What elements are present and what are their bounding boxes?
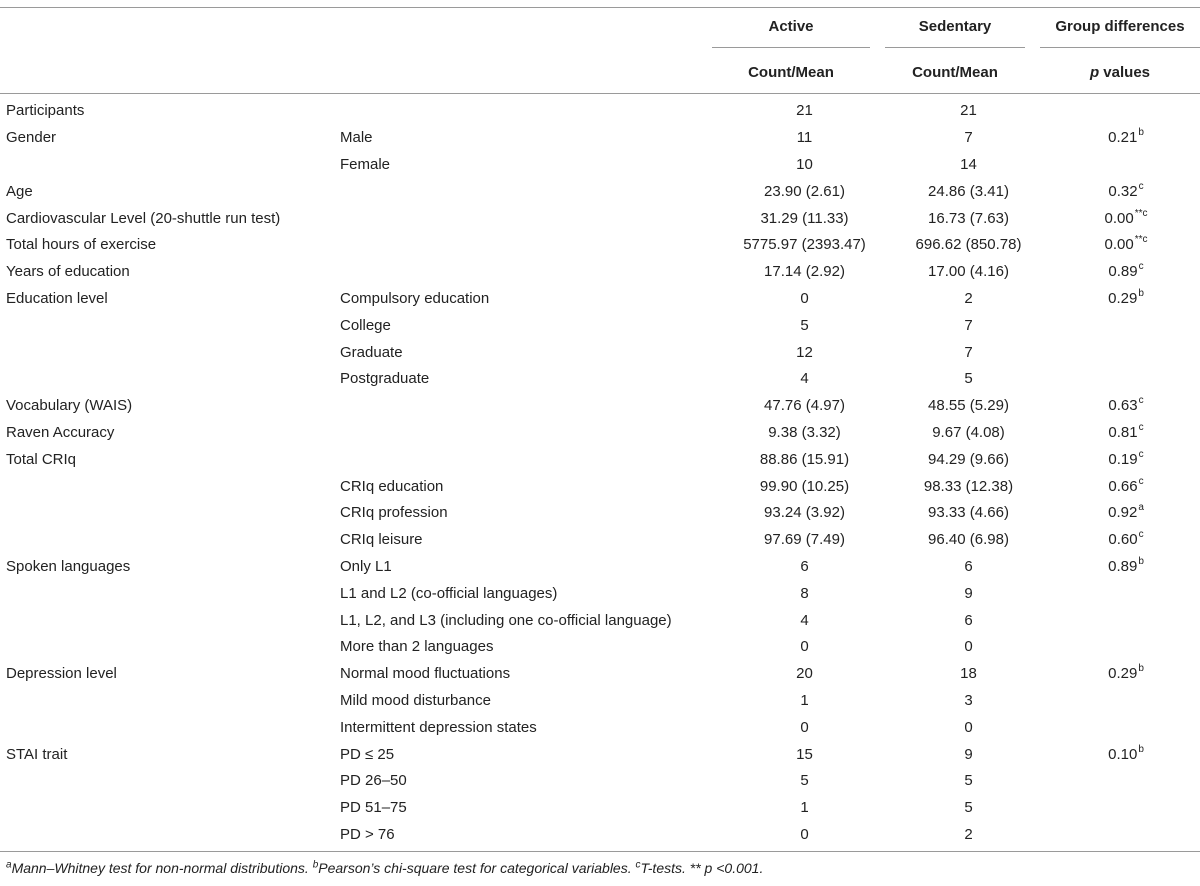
table-row xyxy=(0,393,1200,420)
table-footnote xyxy=(6,860,763,876)
row-p-value-cell xyxy=(1046,822,1200,849)
p-number: 0.19 xyxy=(1108,450,1138,468)
header-bottom-rule xyxy=(0,93,1200,94)
p-number: 0.00 xyxy=(1104,236,1134,254)
table-row xyxy=(0,446,1200,473)
row-category: L1, L2, and L3 (including one co-official language) xyxy=(340,611,672,629)
p-number: 0.63 xyxy=(1108,397,1138,415)
row-p-value-cell xyxy=(1046,580,1200,607)
row-active-value: 21 xyxy=(796,102,813,120)
row-category: PD > 76 xyxy=(340,825,395,843)
p-number: 0.29 xyxy=(1108,665,1138,683)
p-number: 0.00 xyxy=(1104,209,1134,227)
row-active-value: 20 xyxy=(796,665,813,683)
row-p-value-cell xyxy=(1046,232,1200,259)
row-p-value-cell xyxy=(1046,286,1200,313)
row-active-value: 31.29 (11.33) xyxy=(760,209,849,227)
row-p-value-cell xyxy=(1046,500,1200,527)
row-active-value: 9.38 (3.32) xyxy=(768,423,841,441)
row-sedentary-value: 3 xyxy=(964,691,973,709)
row-p-value-cell xyxy=(1046,473,1200,500)
header-sedentary: Sedentary xyxy=(918,18,992,35)
row-active-value: 5 xyxy=(800,772,809,790)
group-rule-differences xyxy=(1040,47,1200,48)
row-category: CRIq profession xyxy=(340,504,448,522)
table-row xyxy=(0,688,1200,715)
row-sedentary-value: 17.00 (4.16) xyxy=(928,263,1009,281)
p-number: 0.10 xyxy=(1108,745,1138,763)
row-p-value-cell xyxy=(1046,178,1200,205)
subheader-active: Count/Mean xyxy=(748,64,834,81)
row-active-value: 17.14 (2.92) xyxy=(764,263,845,281)
row-variable: Participants xyxy=(6,102,85,120)
row-sedentary-value: 48.55 (5.29) xyxy=(928,397,1009,415)
p-superscript: b xyxy=(1138,663,1144,675)
row-active-value: 1 xyxy=(800,691,809,709)
row-sedentary-value: 9.67 (4.08) xyxy=(932,423,1005,441)
row-sedentary-value: 6 xyxy=(964,611,973,629)
row-variable xyxy=(0,688,340,715)
table-row xyxy=(0,259,1200,286)
row-p-value xyxy=(1126,692,1127,709)
row-sedentary-value: 6 xyxy=(964,557,973,575)
row-variable xyxy=(0,152,340,179)
group-rule-sedentary xyxy=(885,47,1025,48)
row-category: Normal mood fluctuations xyxy=(340,665,511,683)
footnote-a-text: Mann–Whitney test for non-normal distributions. xyxy=(11,860,313,876)
row-category: Compulsory education xyxy=(340,289,490,307)
row-p-value-cell xyxy=(1046,312,1200,339)
row-sedentary-value: 0 xyxy=(964,718,973,736)
row-category xyxy=(340,393,718,420)
row-variable xyxy=(0,473,340,500)
table-row xyxy=(0,473,1200,500)
footnote-c-marker: c xyxy=(635,859,641,871)
row-active-value: 88.86 (15.91) xyxy=(759,450,850,468)
row-variable: Gender xyxy=(6,129,57,147)
row-sedentary-value: 7 xyxy=(964,129,973,147)
row-category xyxy=(340,259,718,286)
footnote-a-marker: a xyxy=(6,859,12,871)
row-p-value-cell xyxy=(1046,205,1200,232)
row-p-value-cell xyxy=(1046,607,1200,634)
row-variable: Total CRIq xyxy=(6,450,77,468)
row-category: L1 and L2 (co-official languages) xyxy=(340,584,558,602)
row-variable xyxy=(0,795,340,822)
row-variable: Raven Accuracy xyxy=(6,423,115,441)
row-p-value xyxy=(1108,504,1144,521)
row-category xyxy=(340,420,718,447)
row-p-value xyxy=(1126,799,1127,816)
row-sedentary-value: 94.29 (9.66) xyxy=(928,450,1009,468)
row-category: Postgraduate xyxy=(340,370,430,388)
table-row xyxy=(0,152,1200,179)
row-p-value-cell xyxy=(1046,634,1200,661)
row-p-value-cell xyxy=(1046,661,1200,688)
bottom-rule xyxy=(0,851,1200,852)
table-row xyxy=(0,554,1200,581)
row-p-value xyxy=(1108,531,1143,548)
footnote-c-text: T-tests. ** p <0.001. xyxy=(640,860,764,876)
table-row xyxy=(0,527,1200,554)
row-sedentary-value: 98.33 (12.38) xyxy=(923,477,1014,495)
table-row xyxy=(0,178,1200,205)
subheader-sedentary: Count/Mean xyxy=(912,64,998,81)
p-number: 0.81 xyxy=(1108,423,1138,441)
row-active-value: 23.90 (2.61) xyxy=(764,182,845,200)
row-active-value: 11 xyxy=(796,129,813,147)
p-superscript: c xyxy=(1138,395,1144,407)
row-category: PD ≤ 25 xyxy=(340,745,395,763)
row-variable: Spoken languages xyxy=(6,557,131,575)
table-row xyxy=(0,634,1200,661)
table-row xyxy=(0,714,1200,741)
row-active-value: 47.76 (4.97) xyxy=(764,397,845,415)
p-superscript: c xyxy=(1138,421,1144,433)
row-active-value: 99.90 (10.25) xyxy=(759,477,850,495)
row-p-value-cell xyxy=(1046,339,1200,366)
row-sedentary-value: 14 xyxy=(960,155,977,173)
p-superscript: c xyxy=(1138,475,1144,487)
row-category: Graduate xyxy=(340,343,403,361)
row-category xyxy=(340,178,718,205)
row-sedentary-value: 5 xyxy=(964,370,973,388)
header-active: Active xyxy=(768,18,814,35)
row-p-value xyxy=(1108,743,1144,763)
row-variable: Years of education xyxy=(6,263,130,281)
row-sedentary-value: 9 xyxy=(964,745,973,763)
row-category: PD 51–75 xyxy=(340,799,407,817)
row-active-value: 4 xyxy=(800,611,809,629)
p-number: 0.89 xyxy=(1108,263,1138,281)
row-p-value-cell xyxy=(1046,554,1200,581)
row-p-value xyxy=(1104,207,1148,227)
p-superscript: **c xyxy=(1134,207,1148,219)
row-category: Mild mood disturbance xyxy=(340,691,491,709)
table-row xyxy=(0,366,1200,393)
table-row xyxy=(0,339,1200,366)
table-row xyxy=(0,286,1200,313)
row-variable: Depression level xyxy=(6,665,117,683)
row-category: More than 2 languages xyxy=(340,638,494,656)
row-variable: Age xyxy=(6,182,33,200)
row-variable xyxy=(0,339,340,366)
row-p-value-cell xyxy=(1046,420,1200,447)
table-row xyxy=(0,98,1200,125)
row-sedentary-value: 2 xyxy=(964,825,973,843)
group-rule-active xyxy=(712,47,870,48)
row-p-value xyxy=(1126,826,1127,843)
p-number: 0.92 xyxy=(1108,504,1138,522)
table-row xyxy=(0,661,1200,688)
row-category: Female xyxy=(340,155,391,173)
row-category xyxy=(340,98,718,125)
row-variable: Total hours of exercise xyxy=(6,236,157,254)
p-number: 0.32 xyxy=(1108,182,1138,200)
table-row xyxy=(0,500,1200,527)
row-sedentary-value: 21 xyxy=(960,102,977,120)
row-active-value: 0 xyxy=(800,718,809,736)
row-sedentary-value: 0 xyxy=(964,638,973,656)
data-table xyxy=(0,98,1200,848)
row-category: CRIq education xyxy=(340,477,444,495)
row-variable xyxy=(0,312,340,339)
table-row xyxy=(0,768,1200,795)
p-superscript: a xyxy=(1138,502,1144,514)
row-sedentary-value: 24.86 (3.41) xyxy=(928,182,1009,200)
row-variable xyxy=(0,714,340,741)
row-sedentary-value: 696.62 (850.78) xyxy=(915,236,1022,254)
table-row xyxy=(0,232,1200,259)
footnote-b-marker: b xyxy=(312,859,319,871)
row-p-value xyxy=(1126,719,1127,736)
row-category: College xyxy=(340,316,391,334)
table-row xyxy=(0,205,1200,232)
row-active-value: 97.69 (7.49) xyxy=(764,531,845,549)
row-p-value-cell xyxy=(1046,795,1200,822)
row-p-value xyxy=(1126,585,1127,602)
row-category: CRIq leisure xyxy=(340,531,423,549)
row-sedentary-value: 9 xyxy=(964,584,973,602)
row-variable: Education level xyxy=(6,289,108,307)
table-row xyxy=(0,312,1200,339)
p-number: 0.60 xyxy=(1108,531,1138,549)
row-sedentary-value: 2 xyxy=(964,289,973,307)
row-variable xyxy=(0,768,340,795)
row-active-value: 4 xyxy=(800,370,809,388)
p-superscript: **c xyxy=(1134,234,1148,246)
table-row xyxy=(0,125,1200,152)
row-p-value-cell xyxy=(1046,714,1200,741)
p-superscript: c xyxy=(1138,529,1144,541)
p-superscript: c xyxy=(1138,448,1144,460)
row-p-value xyxy=(1126,370,1127,387)
row-active-value: 0 xyxy=(800,825,809,843)
row-p-value-cell xyxy=(1046,741,1200,768)
table-row xyxy=(0,741,1200,768)
row-variable xyxy=(0,607,340,634)
row-p-value xyxy=(1126,638,1127,655)
row-p-value-cell xyxy=(1046,98,1200,125)
row-active-value: 15 xyxy=(796,745,813,763)
row-p-value-cell xyxy=(1046,688,1200,715)
row-variable xyxy=(0,580,340,607)
row-p-value-cell xyxy=(1046,446,1200,473)
row-p-value xyxy=(1108,421,1144,441)
row-variable: Vocabulary (WAIS) xyxy=(6,397,133,415)
row-sedentary-value: 7 xyxy=(964,343,973,361)
row-variable: STAI trait xyxy=(6,745,68,763)
row-p-value-cell xyxy=(1046,527,1200,554)
p-superscript: b xyxy=(1138,287,1144,299)
row-p-value xyxy=(1108,397,1143,414)
row-variable: Cardiovascular Level (20-shuttle run test) xyxy=(6,209,281,227)
p-superscript: b xyxy=(1138,555,1144,567)
row-p-value xyxy=(1126,612,1127,629)
row-category xyxy=(340,446,718,473)
row-active-value: 0 xyxy=(800,289,809,307)
row-p-value-cell xyxy=(1046,125,1200,152)
header-group-differences: Group differences xyxy=(1055,18,1185,35)
p-superscript: c xyxy=(1138,261,1144,273)
row-p-value-cell xyxy=(1046,152,1200,179)
p-number: 0.21 xyxy=(1108,129,1138,147)
row-variable xyxy=(0,634,340,661)
row-category xyxy=(340,205,718,232)
row-active-value: 1 xyxy=(800,799,809,817)
row-active-value: 10 xyxy=(796,155,813,173)
table-row xyxy=(0,795,1200,822)
row-p-value xyxy=(1126,344,1127,361)
row-active-value: 0 xyxy=(800,638,809,656)
row-p-value xyxy=(1108,475,1144,495)
row-variable xyxy=(0,527,340,554)
row-active-value: 5 xyxy=(800,316,809,334)
row-category: Only L1 xyxy=(340,557,392,575)
row-sedentary-value: 93.33 (4.66) xyxy=(928,504,1009,522)
subheader-p-values xyxy=(1040,64,1200,81)
row-p-value xyxy=(1126,102,1127,119)
row-category: Intermittent depression states xyxy=(340,718,537,736)
row-p-value-cell xyxy=(1046,259,1200,286)
table-row xyxy=(0,580,1200,607)
row-variable xyxy=(0,822,340,849)
p-values-rest: values xyxy=(1099,64,1151,81)
row-p-value-cell xyxy=(1046,768,1200,795)
row-sedentary-value: 16.73 (7.63) xyxy=(928,209,1009,227)
row-p-value xyxy=(1108,448,1144,468)
row-sedentary-value: 5 xyxy=(964,772,973,790)
row-sedentary-value: 96.40 (6.98) xyxy=(928,531,1009,549)
row-variable xyxy=(0,366,340,393)
table-row xyxy=(0,420,1200,447)
row-p-value xyxy=(1108,263,1143,280)
row-sedentary-value: 18 xyxy=(960,665,977,683)
footnote-b-text: Pearson’s chi-square test for categorical variables. xyxy=(318,860,636,876)
p-number: 0.89 xyxy=(1108,557,1138,575)
row-active-value: 93.24 (3.92) xyxy=(764,504,845,522)
p-superscript: b xyxy=(1138,743,1144,755)
row-p-value xyxy=(1108,555,1144,575)
p-superscript: c xyxy=(1138,180,1144,192)
p-italic: p xyxy=(1089,64,1100,81)
top-rule xyxy=(0,7,1200,8)
p-number: 0.29 xyxy=(1108,289,1138,307)
row-active-value: 8 xyxy=(800,584,809,602)
row-category: Male xyxy=(340,129,373,147)
p-number: 0.66 xyxy=(1108,477,1138,495)
row-sedentary-value: 5 xyxy=(964,799,973,817)
row-p-value xyxy=(1108,665,1144,682)
row-active-value: 6 xyxy=(800,557,809,575)
row-active-value: 5775.97 (2393.47) xyxy=(743,236,866,254)
table-row xyxy=(0,822,1200,849)
row-p-value xyxy=(1108,287,1144,307)
table-body xyxy=(0,98,1200,848)
p-superscript: b xyxy=(1138,127,1144,139)
row-p-value-cell xyxy=(1046,393,1200,420)
row-active-value: 12 xyxy=(796,343,813,361)
row-p-value xyxy=(1105,236,1148,253)
row-category: PD 26–50 xyxy=(340,772,407,790)
row-p-value xyxy=(1126,156,1127,173)
row-p-value xyxy=(1108,180,1144,200)
row-sedentary-value: 7 xyxy=(964,316,973,334)
row-category xyxy=(340,232,718,259)
row-variable xyxy=(0,500,340,527)
row-p-value xyxy=(1108,129,1144,146)
row-p-value xyxy=(1126,317,1127,334)
row-p-value-cell xyxy=(1046,366,1200,393)
table-row xyxy=(0,607,1200,634)
row-p-value xyxy=(1126,772,1127,789)
